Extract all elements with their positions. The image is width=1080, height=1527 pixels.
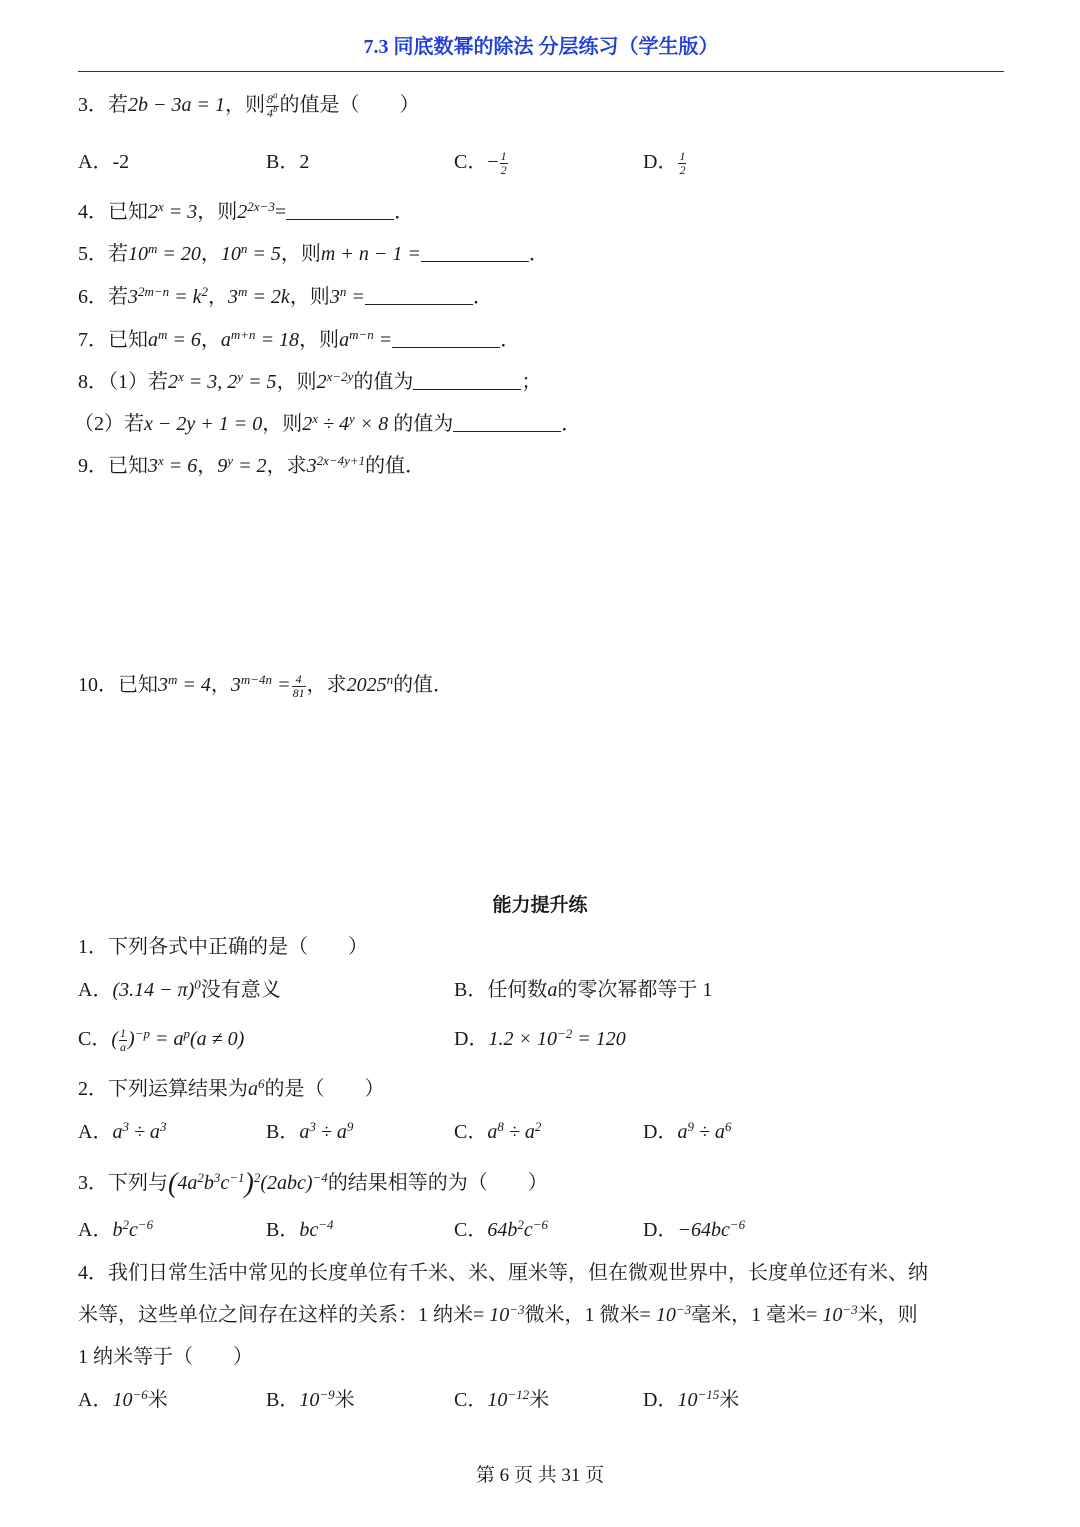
question-5: 5．若$10^m = 20$，$10^n = 5$，则m + n − 1 = ． [78,240,549,265]
adv4-option-d: D．$10^{-15}$米 [643,1386,740,1411]
adv1-option-c: C．( $\frac{1}{a}$ )$^{-p} = a^p(a \ne 0)$ [78,1025,245,1054]
fraction-8a-over-4b: $\frac{8^a}{4^b}$ [267,89,278,120]
adv2-option-d: D．$a^9 \div a^6$ [643,1118,732,1143]
q3-option-c: C．− $\frac{1}{2}$ [454,148,507,177]
adv3-option-b: B．$bc^{-4}$ [266,1216,334,1241]
adv-question-2: 2．下列运算结果为$a^6$的是（ ） [78,1075,385,1100]
question-10: 10．已知$3^m = 4$，$3^{m-4n}$ = $\frac{4}{81}$ ，求2025$^n$的值． [78,671,454,700]
question-4: 4．已知$2^x = 3$，则$2^{2x-3}=$ ． [78,198,415,223]
adv3-option-a: A．$b^2c^{-6}$ [78,1216,154,1241]
header-divider [78,71,1004,72]
q3-option-d: D． $\frac{1}{2}$ [643,148,686,177]
answer-blank[interactable] [413,371,521,390]
adv1-option-d: D．$1.2 \times 10^{-2} = 120$ [454,1025,626,1050]
question-6: 6．若$3^{2m-n} = k^2$，$3^m = 2k$，则$3^n$ = ． [78,283,493,308]
question-3: 3．若2b − 3a = 1，则 $\frac{8^a}{4^b}$ 的值是（ ） [78,89,420,120]
q3-option-a: A．-2 [78,151,130,173]
adv-question-3: 3．下列与$(4a^2b^3c^{-1})^2(2abc)^{-4}$的结果相等的为（ ） [78,1168,548,1199]
adv4-option-c: C．$10^{-12}$米 [454,1386,550,1411]
adv4-option-b: B．$10^{-9}$米 [266,1386,355,1411]
answer-blank[interactable] [453,413,561,432]
page-footer: 第 6 页 共 31 页 [475,1465,605,1486]
q3-option-b: B．2 [266,151,310,173]
adv1-option-a: A．$(3.14 - \pi)^0$没有意义 [78,976,281,1001]
page-header-title: 7.3 同底数幂的除法 分层练习（学生版） [363,36,719,58]
question-8-part-1: 8．（1）若$2^x = 3$, $2^y = 5$，则$2^{x-2y}$的值为 ； [78,368,542,393]
question-8-part-2: （2）若x − 2y + 1 = 0，则$2^x \div 4^y \times 8$ 的值为 ． [74,410,582,435]
adv-question-4-line-1: 4．我们日常生活中常见的长度单位有千米、米、厘米等，但在微观世界中，长度单位还有米、纳 [78,1262,928,1284]
adv4-option-a: A．$10^{-6}$米 [78,1386,168,1411]
answer-blank[interactable] [421,243,529,262]
adv-question-1: 1．下列各式中正确的是（ ） [78,936,368,958]
adv2-option-c: C．$a^8 \div a^2$ [454,1118,542,1143]
adv-question-4-line-2: 米等，这些单位之间存在这样的关系：1 纳米= $10^{-3}$微米，1 微米= $10^{-3}$毫米，1 毫米= $10^{-3}$米，则 [78,1301,918,1326]
adv3-option-d: D．$-64bc^{-6}$ [643,1216,746,1241]
adv3-option-c: C．$64b^2c^{-6}$ [454,1216,549,1241]
question-9: 9．已知$3^x = 6$，$9^y = 2$，求$3^{2x-4y+1}$的值． [78,452,426,477]
adv1-option-b: B．任何数a的零次幂都等于 1 [454,979,713,1001]
answer-blank[interactable] [286,201,394,220]
adv-question-4-line-3: 1 纳米等于（ ） [78,1346,253,1368]
adv2-option-a: A．$a^3 \div a^3$ [78,1118,167,1143]
adv2-option-b: B．$a^3 \div a^9$ [266,1118,354,1143]
question-7: 7．已知$a^m = 6$，$a^{m+n} = 18$，则$a^{m-n}$ = ． [78,326,521,351]
answer-blank[interactable] [392,329,500,348]
answer-blank[interactable] [365,286,473,305]
section-title: 能力提升练 [492,894,588,916]
